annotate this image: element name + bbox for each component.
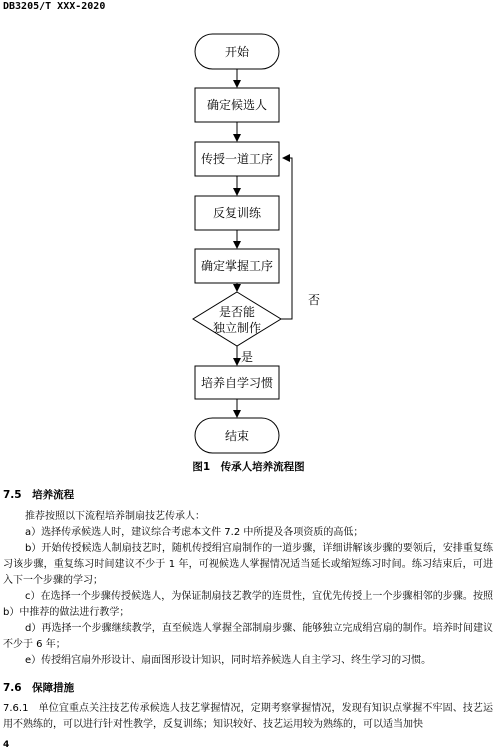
step-label: 确定候选人 <box>206 98 268 112</box>
list-item-text: e）传授绢宫扇外形设计、扇面图形设计知识，同时培养候选人自主学习、终生学习的习惯。 <box>25 655 432 666</box>
list-item <box>3 653 493 669</box>
yes-label: 是 <box>241 350 254 364</box>
decision-diamond <box>193 292 281 346</box>
paragraph <box>3 509 493 525</box>
list-item-text: c）在选择一个步骤传授候选人，为保证制扇技艺教学的连贯性，宜优先传授上一个步骤相邻的步骤。按照 b）中推荐的做法进行教学； <box>3 591 493 618</box>
step-label: 传授一道工序 <box>200 152 274 166</box>
list-item <box>3 621 493 653</box>
paragraph-text: 7.6.1 单位宜重点关注技艺传承候选人技艺掌握情况，定期考察掌握情况，发现有知识点掌握不牢固、技艺运用不熟练的，可以进行针对性教学，反复训练；知识较好、技艺运用较为熟练的，可以适当加快 <box>3 703 493 730</box>
end-label: 结束 <box>224 429 250 443</box>
start-label: 开始 <box>224 45 250 59</box>
list-item <box>3 525 493 541</box>
section-heading: 7.5 培养流程 <box>3 489 75 501</box>
page-number: 4 <box>3 740 10 750</box>
list-item <box>3 541 493 589</box>
step-label: 确定掌握工序 <box>200 259 274 273</box>
document-id: DB3205/T XXX-2020 <box>3 1 106 12</box>
list-item-text: d）再选择一个步骤继续教学，直至候选人掌握全部制扇步骤、能够独立完成绢宫扇的制作。培养时间建议不少于 6 年； <box>3 623 493 650</box>
loop-back-arrow <box>281 158 292 319</box>
list-item-text: b）开始传授候选人制扇技艺时，随机传授绢宫扇制作的一道步骤，详细讲解该步骤的要领后，安排重复练习该步骤，重复练习时间建议不少于 1 年，可视候选人掌握情况适当延长或缩短练习时间。练习结束后，可进入下一个步骤的学习； <box>3 543 493 586</box>
section-heading: 7.6 保障措施 <box>3 682 75 694</box>
paragraph-text: 推荐按照以下流程培养制扇技艺传承人： <box>25 511 205 522</box>
figure-caption: 图1 传承人培养流程图 <box>192 461 305 473</box>
decision-label-line2: 独立制作 <box>212 321 262 335</box>
decision-label-line1: 是否能 <box>218 305 256 319</box>
list-item-text: a）选择传承候选人时，建议综合考虑本文件 7.2 中所提及各项资质的高低； <box>25 527 364 538</box>
no-label: 否 <box>308 293 321 307</box>
step-label: 反复训练 <box>212 206 262 220</box>
paragraph <box>3 701 493 733</box>
list-item <box>3 589 493 621</box>
step-label: 培养自学习惯 <box>200 376 274 390</box>
